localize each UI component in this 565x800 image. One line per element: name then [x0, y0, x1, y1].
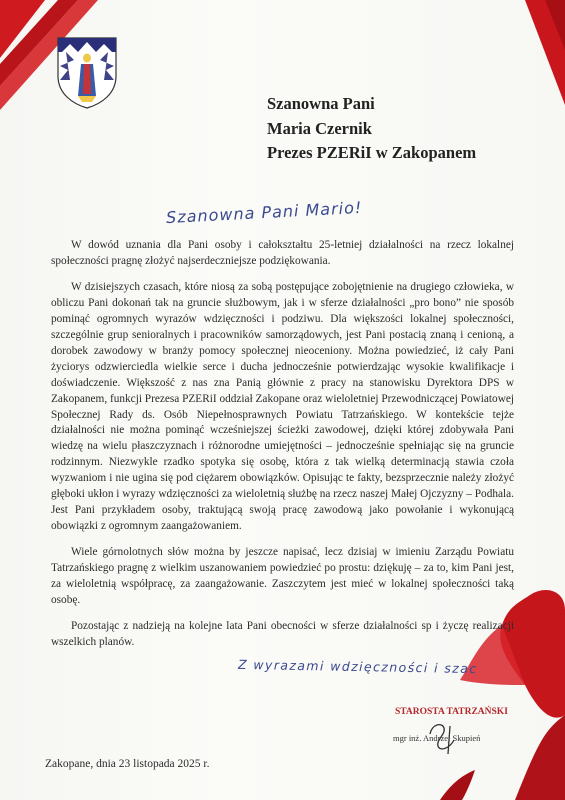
- recipient-salutation: Szanowna Pani: [267, 94, 375, 113]
- coat-of-arms-icon: [56, 36, 118, 110]
- signature-title: STAROSTA TATRZAŃSKI: [395, 707, 508, 717]
- ribbon-top-right: [505, 0, 565, 110]
- paragraph-main: W dzisiejszych czasach, które niosą za sobą postępujące zobojętnienie na drugiego człowieka, w obliczu Pani dokonań tak na gruncie służbowym, jak i w sferze działalności „pro bono” nie sposób pominąć ogromnych wyrazów wdzięczności i podziwu. Dla większości lokalnej społeczności, szczególnie grup senioralnych i pracowników samorządowych, jest Pani postacią znaną i cenioną, a dorobek zawodowy w branży pomocy społecznej nieoceniony. Można powiedzieć, iż cały Pani życiorys odzwierciedla wielkie serce i ducha jednocześnie potwierdzając wysokie kwalifikacje i doświadczenie. Większość z nas zna Panią głównie z pracy na stanowisku Dyrektora DPS w Zakopanem, funkcji Prezesa PZERiI oddział Zakopane oraz wieloletniej Przewodniczącej Powiatowej Społecznej Rady ds. Osób Niepełnosprawnych Powiatu Tatrzańskiego. W kontekście tejże działalności nie można pominąć wcześniejszej ścieżki zawodowej, dzięki której zdobywała Pani wiedzę na wielu płaszczyznach i różnorodne umiejętności – jednocześnie spełniając się na gruncie rodzinnym. Niezwykle rzadko spotyka się osobę, która z tak wielką determinacją stawia czoła wyzwaniom i nie ugina się pod ciężarem obowiązków. Opisując te fakty, bezsprzecznie należy złożyć głęboki ukłon i wyrazy wdzięczności za wieloletnią służbę na rzecz naszej Małej Ojczyzny – Podhala. Jest Pani przykładem osoby, traktującą swoją pracę zawodową jako powołanie i wykonującą obowiązki z ogromnym zaangażowaniem.: [51, 281, 515, 532]
- recipient-position: Prezes PZERiI w Zakopanem: [267, 143, 477, 162]
- recipient-name: Maria Czernik: [267, 118, 372, 138]
- signature-name: mgr inż. Andrzej Skupień: [393, 733, 481, 743]
- handwritten-closing: Z wyrazami wdzięczności i szac: [237, 656, 478, 677]
- handwritten-greeting: Szanowna Pani Mario!: [165, 197, 363, 228]
- recipient-block: [267, 92, 476, 166]
- place-and-date: Zakopane, dnia 23 listopada 2025 r.: [45, 758, 210, 770]
- paragraph-closing: Pozostając z nadzieją na kolejne lata Pani obecności w sferze działalności sp i życzę realizacji wszelkich planów.: [51, 620, 514, 649]
- letter-body: [51, 238, 514, 662]
- paragraph-thanks: Wiele górnolotnych słów można by jeszcze napisać, lecz dzisiaj w imieniu Zarządu Powiatu Tatrzańskiego pragnę z wielkim uszanowaniem powiedzieć po prostu: dziękuję – za to, kim Pani jest, za wieloletnią współpracę, za zaangażowanie. Zaszczytem jest mieć w lokalnej społeczności taką osobę.: [51, 546, 514, 607]
- paragraph-intro: W dowód uznania dla Pani osoby i całokształtu 25-letniej działalności na rzecz lokalnej społeczności pragnę złożyć najserdeczniejsze podziękowania.: [51, 239, 514, 267]
